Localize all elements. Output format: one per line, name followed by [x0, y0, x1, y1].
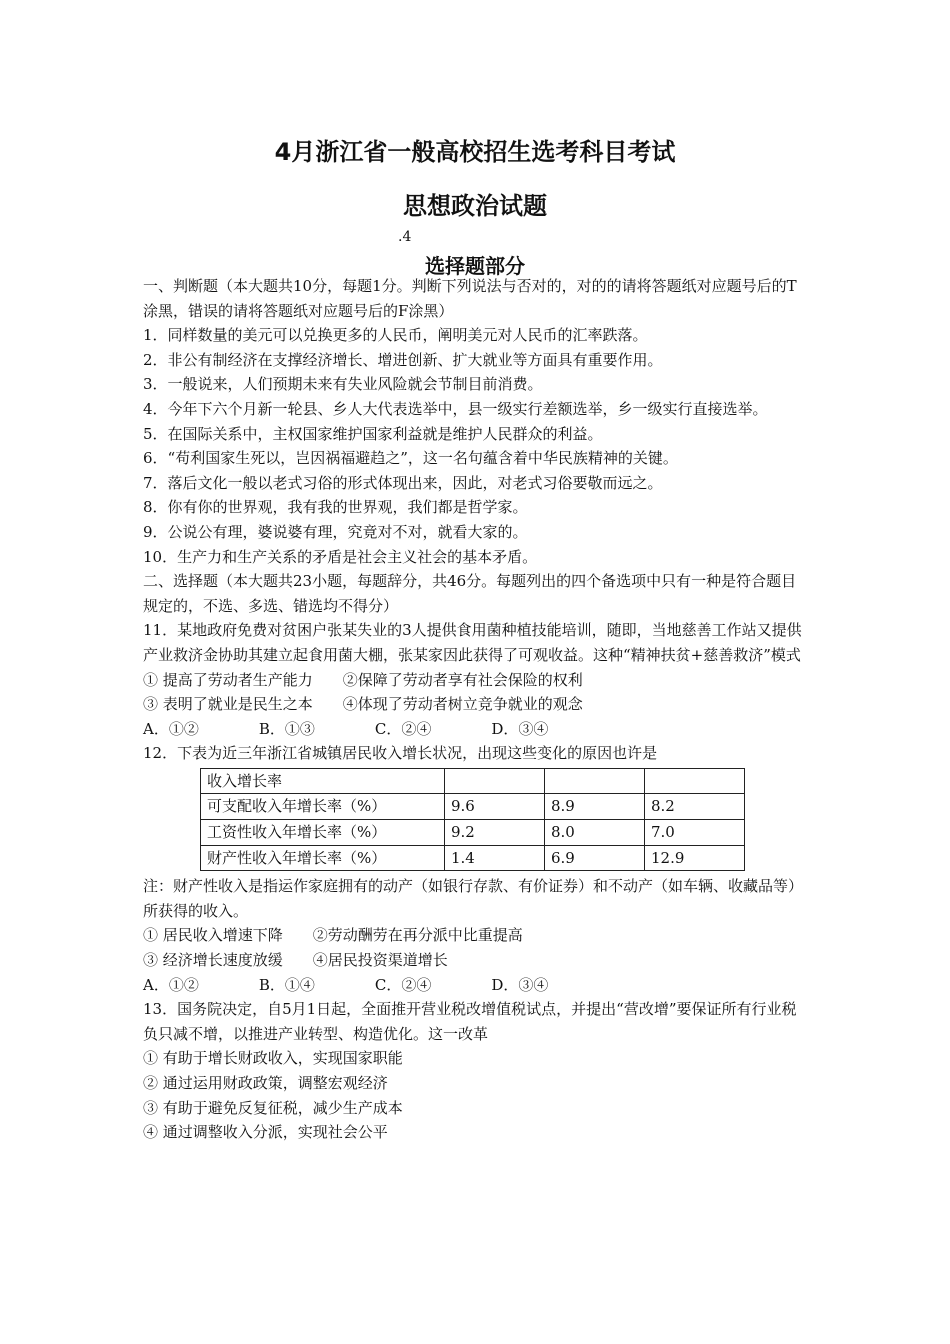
exam-date: .4	[398, 229, 412, 245]
table-row	[201, 845, 745, 871]
table-cell: 9.2	[445, 820, 545, 846]
question-8: 8．你有你的世界观，我有我的世界观，我们都是哲学家。	[143, 498, 528, 517]
table-cell	[445, 768, 545, 794]
question-13-option-2: ② 通过运用财政政策，调整宏观经济	[143, 1074, 388, 1092]
question-11-stem: 11．某地政府免费对贫困户张某失业的3人提供食用菌种植技能培训，随即，当地慈善工作站又提供产业救济金协助其建立起食用菌大棚，张某家因此获得了可观收益。这种“精神扶贫+慈善救济”模式	[143, 621, 802, 664]
table-header-row	[201, 768, 745, 794]
question-13-stem: 13．国务院决定，自5月1日起，全面推开营业税改增值税试点，并提出“营改增”要保证所有行业税负只减不增，以推进产业转型、构造优化。这一改革	[143, 1000, 797, 1043]
question-11-options-1: ① 提高了劳动者生产能力 ②保障了劳动者享有社会保险的权利	[143, 670, 583, 689]
question-13-option-1: ① 有助于增长财政收入，实现国家职能	[143, 1049, 403, 1068]
question-1: 1．同样数量的美元可以兑换更多的人民币，阐明美元对人民币的汇率跌落。	[143, 326, 648, 345]
table-cell: 8.2	[645, 794, 745, 820]
table-cell: 8.0	[545, 820, 645, 846]
table-cell: 可支配收入年增长率（%）	[201, 794, 445, 820]
question-13-option-4: ④ 通过调整收入分派，实现社会公平	[143, 1123, 388, 1142]
table-cell: 9.6	[445, 794, 545, 820]
question-10: 10．生产力和生产关系的矛盾是社会主义社会的基本矛盾。	[143, 547, 538, 566]
table-cell: 收入增长率	[201, 768, 445, 794]
exam-content	[143, 274, 811, 1145]
table-cell: 7.0	[645, 820, 745, 846]
question-12-note: 注：财产性收入是指运作家庭拥有的动产（如银行存款、有价证券）和不动产（如车辆、收藏品等）所获得的收入。	[143, 877, 804, 920]
question-7: 7．落后文化一般以老式习俗的形式体现出来，因此，对老式习俗要敬而远之。	[143, 473, 663, 492]
question-12-answers: A．①② B．①④ C．②④ D．③④	[143, 975, 549, 994]
question-12-options-1: ① 居民收入增速下降 ②劳动酬劳在再分派中比重提高	[143, 926, 523, 945]
question-3: 3．一般说来，人们预期未来有失业风险就会节制目前消费。	[143, 375, 543, 394]
question-13-option-3: ③ 有助于避免反复征税，减少生产成本	[143, 1098, 403, 1117]
question-2: 2．非公有制经济在支撑经济增长、增进创新、扩大就业等方面具有重要作用。	[143, 350, 663, 369]
table-cell	[645, 768, 745, 794]
question-12-stem: 12．下表为近三年浙江省城镇居民收入增长状况，出现这些变化的原因也许是	[143, 744, 658, 763]
part1-heading: 一、判断题（本大题共10分，每题1分。判断下列说法与否对的，对的的请将答题纸对应题号后的T涂黑，错误的请将答题纸对应题号后的F涂黑）	[143, 277, 797, 320]
table-cell: 工资性收入年增长率（%）	[201, 820, 445, 846]
table-cell: 8.9	[545, 794, 645, 820]
income-table	[200, 768, 745, 871]
exam-title: 4月浙江省一般高校招生选考科目考试	[274, 138, 676, 166]
table-cell: 财产性收入年增长率（%）	[201, 845, 445, 871]
table-cell: 12.9	[645, 845, 745, 871]
part2-heading: 二、选择题（本大题共23小题，每题辞分，共46分。每题列出的四个备选项中只有一种是符合题目规定的，不选、多选、错选均不得分）	[143, 572, 797, 615]
question-9: 9．公说公有理，婆说婆有理，究竟对不对，就看大家的。	[143, 522, 528, 541]
question-6: 6．“苟利国家生死以，岂因祸福避趋之”，这一名句蕴含着中华民族精神的关键。	[143, 449, 678, 468]
section-heading: 选择题部分	[425, 254, 525, 278]
question-11-options-2: ③ 表明了就业是民生之本 ④体现了劳动者树立竞争就业的观念	[143, 695, 583, 714]
question-4: 4．今年下六个月新一轮县、乡人大代表选举中，县一级实行差额选举，乡一级实行直接选举。	[143, 399, 768, 418]
table-row	[201, 820, 745, 846]
table-cell: 6.9	[545, 845, 645, 871]
question-11-answers: A．①② B．①③ C．②④ D．③④	[143, 719, 549, 738]
exam-subtitle: 思想政治试题	[403, 192, 547, 220]
table-cell	[545, 768, 645, 794]
question-5: 5．在国际关系中，主权国家维护国家利益就是维护人民群众的利益。	[143, 424, 603, 443]
table-row	[201, 794, 745, 820]
table-cell: 1.4	[445, 845, 545, 871]
question-12-options-2: ③ 经济增长速度放缓 ④居民投资渠道增长	[143, 951, 448, 970]
